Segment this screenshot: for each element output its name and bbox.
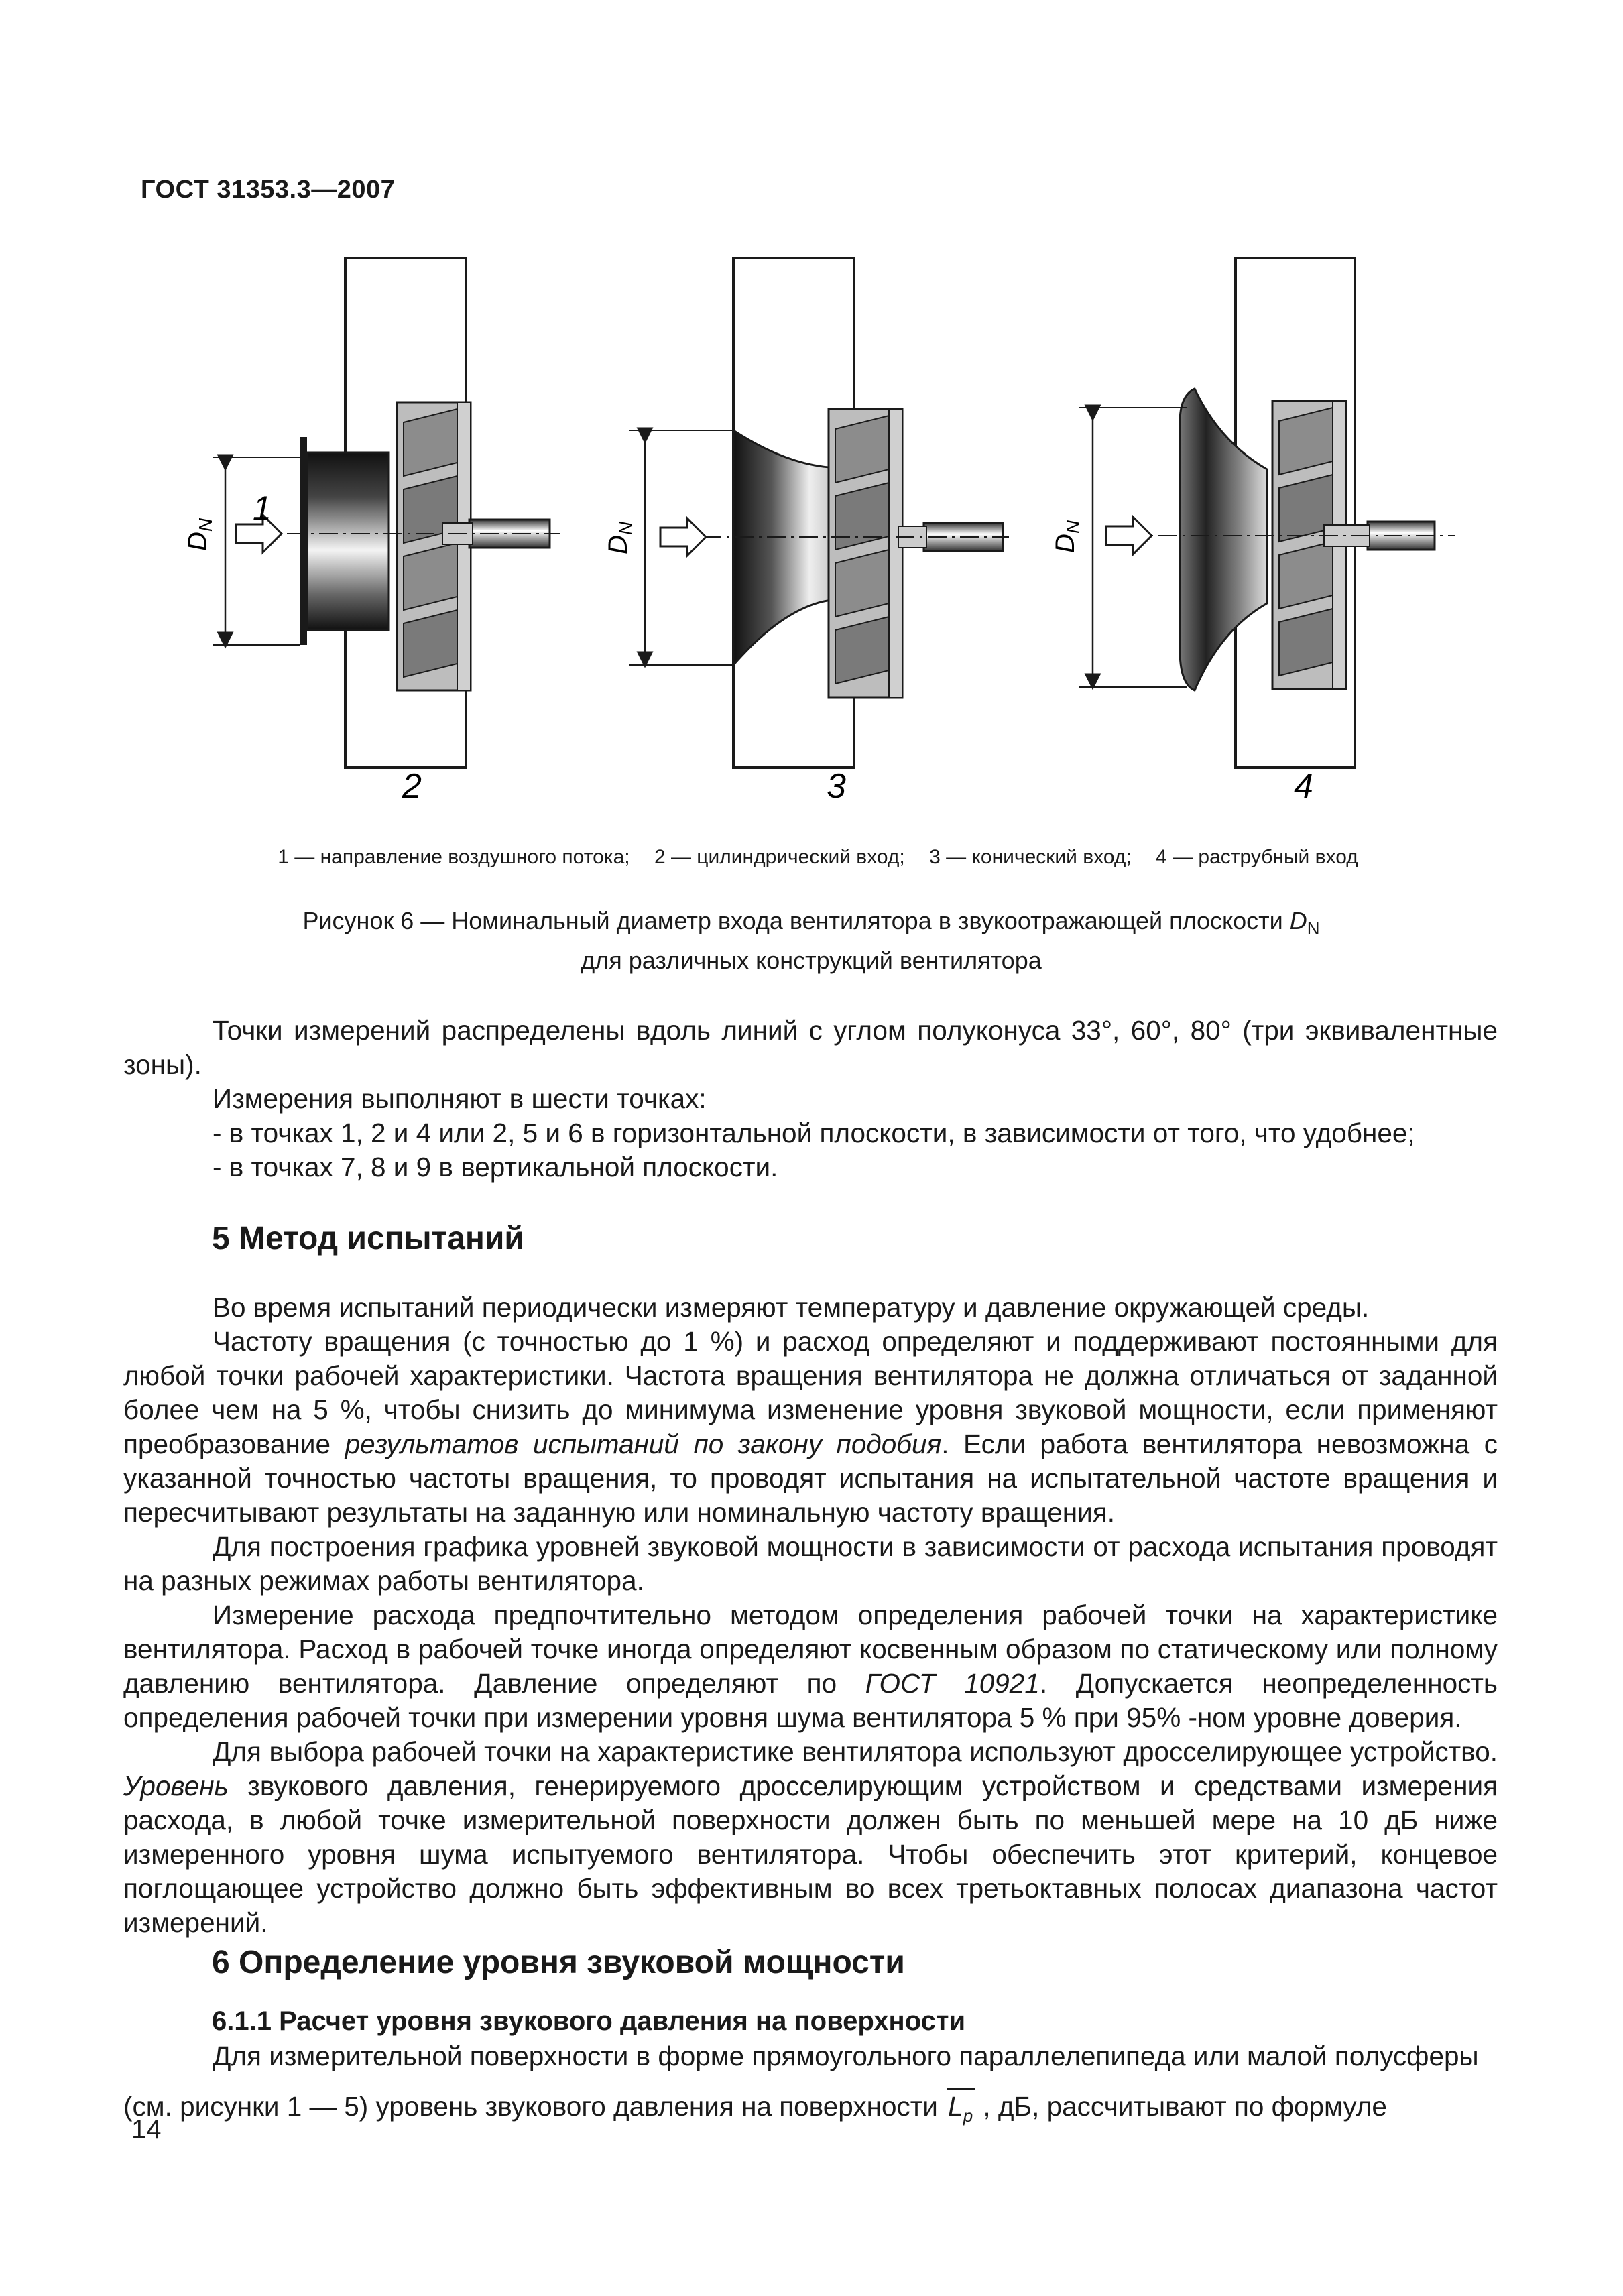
paragraph: Для выбора рабочей точки на характеристике вентилятора используют дросселирующее устройство. Уровень звукового давления, генерируемого дросселирующим устройством и средствами измерения расхода, в любой точке измерительной поверхности должен быть по меньшей мере на 10 дБ ниже измеренного уровня шума испытуемого вентилятора. Чтобы обеспечить этот критерий, концевое поглощающее устройство должно быть эффективным во всех третьоктавных полосах диапазона частот измерений. bbox=[123, 1736, 1498, 1938]
paragraph: Измерение расхода предпочтительно методом определения рабочей точки на характеристике вентилятора. Расход в рабочей точке иногда определяют косвенным образом по статическому или полному давлению вентилятора. Давление определяют по ГОСТ 10921. Допускается неопределенность определения рабочей точки при измерении уровня шума вентилятора 5 % при 95% -ном уровне доверия. bbox=[123, 1599, 1498, 1733]
page-number: 14 bbox=[131, 2115, 162, 2144]
flow-arrow-icon bbox=[1106, 517, 1152, 554]
flow-label: 1 bbox=[253, 489, 272, 527]
subsection-6-1-1-heading: 6.1.1 Расчет уровня звукового давления на поверхности bbox=[212, 2006, 966, 2036]
paragraph: Точки измерений распределены вдоль линий с углом полуконуса 33°, 60°, 80° (три эквивалентные зоны). bbox=[123, 1015, 1498, 1080]
dn-label-cone: $D_N$ bbox=[603, 521, 636, 554]
section-5-heading: 5 Метод испытаний bbox=[212, 1221, 524, 1256]
paragraph: Во время испытаний периодически измеряют температуру и давление окружающей среды. bbox=[213, 1292, 1370, 1323]
legend-item: 2 — цилиндрический вход; bbox=[654, 846, 905, 868]
measurement-points-text bbox=[123, 1014, 1498, 1185]
fan-cylindrical-inlet bbox=[183, 258, 560, 806]
paragraph: - в точках 1, 2 и 4 или 2, 5 и 6 в горизонтальной плоскости, в зависимости от того, что удобнее; bbox=[213, 1117, 1415, 1148]
paragraph: Для измерительной поверхности в форме прямоугольного параллелепипеда или малой полусферы bbox=[213, 2041, 1479, 2071]
label-cylindrical: 2 bbox=[402, 767, 422, 806]
flow-arrow-icon bbox=[660, 518, 706, 556]
section-6-heading: 6 Определение уровня звуковой мощности bbox=[212, 1945, 905, 1980]
legend-item: 4 — раструбный вход bbox=[1156, 846, 1358, 868]
dn-label-cyl: $D_N$ bbox=[183, 518, 216, 551]
figure-6-fan-inlets bbox=[0, 255, 1623, 838]
paragraph: Для построения графика уровней звуковой мощности в зависимости от расхода испытания проводят на разных режимах работы вентилятора. bbox=[123, 1531, 1498, 1596]
figure-caption: Рисунок 6 — Номинальный диаметр входа вентилятора в звукоотражающей плоскости $D_N$ для различных конструкций вентилятора bbox=[302, 907, 1320, 975]
fan-conical-inlet bbox=[603, 258, 1009, 806]
legend-item: 1 — направление воздушного потока; bbox=[278, 846, 630, 868]
fan-bell-inlet bbox=[1050, 258, 1455, 806]
paragraph: Частоту вращения (с точностью до 1 %) и расход определяют и поддерживают постоянными для любой точки рабочей характеристики. Частота вращения вентилятора не должна отличаться от заданной более чем на 5 %, чтобы снизить до минимума изменение уровня звуковой мощности, если применяют преобразование результатов испытаний по закону подобия. Если работа вентилятора невозможна с указанной точностью частоты вращения, то проводят испытания на испытательной частоте вращения и пересчитывают результаты на заданную или номинальную частоту вращения. bbox=[123, 1326, 1498, 1528]
legend-item: 3 — конический вход; bbox=[929, 846, 1132, 868]
document-header: ГОСТ 31353.3—2007 bbox=[141, 176, 396, 204]
label-bell: 4 bbox=[1294, 767, 1313, 806]
paragraph: - в точках 7, 8 и 9 в вертикальной плоскости. bbox=[213, 1152, 778, 1183]
paragraph: (см. рисунки 1 — 5) уровень звукового давления на поверхности $L_p$ , дБ, рассчитывают по формуле bbox=[123, 2090, 1498, 2133]
section-5-text bbox=[123, 1290, 1498, 1940]
surface-level-symbol: $L_p$ bbox=[945, 2090, 975, 2133]
figure-legend bbox=[215, 846, 1421, 869]
section-6-text bbox=[123, 2039, 1498, 2133]
paragraph: Измерения выполняют в шести точках: bbox=[213, 1083, 707, 1114]
dn-label-bell: $D_N$ bbox=[1050, 520, 1083, 553]
label-conical: 3 bbox=[827, 767, 846, 806]
